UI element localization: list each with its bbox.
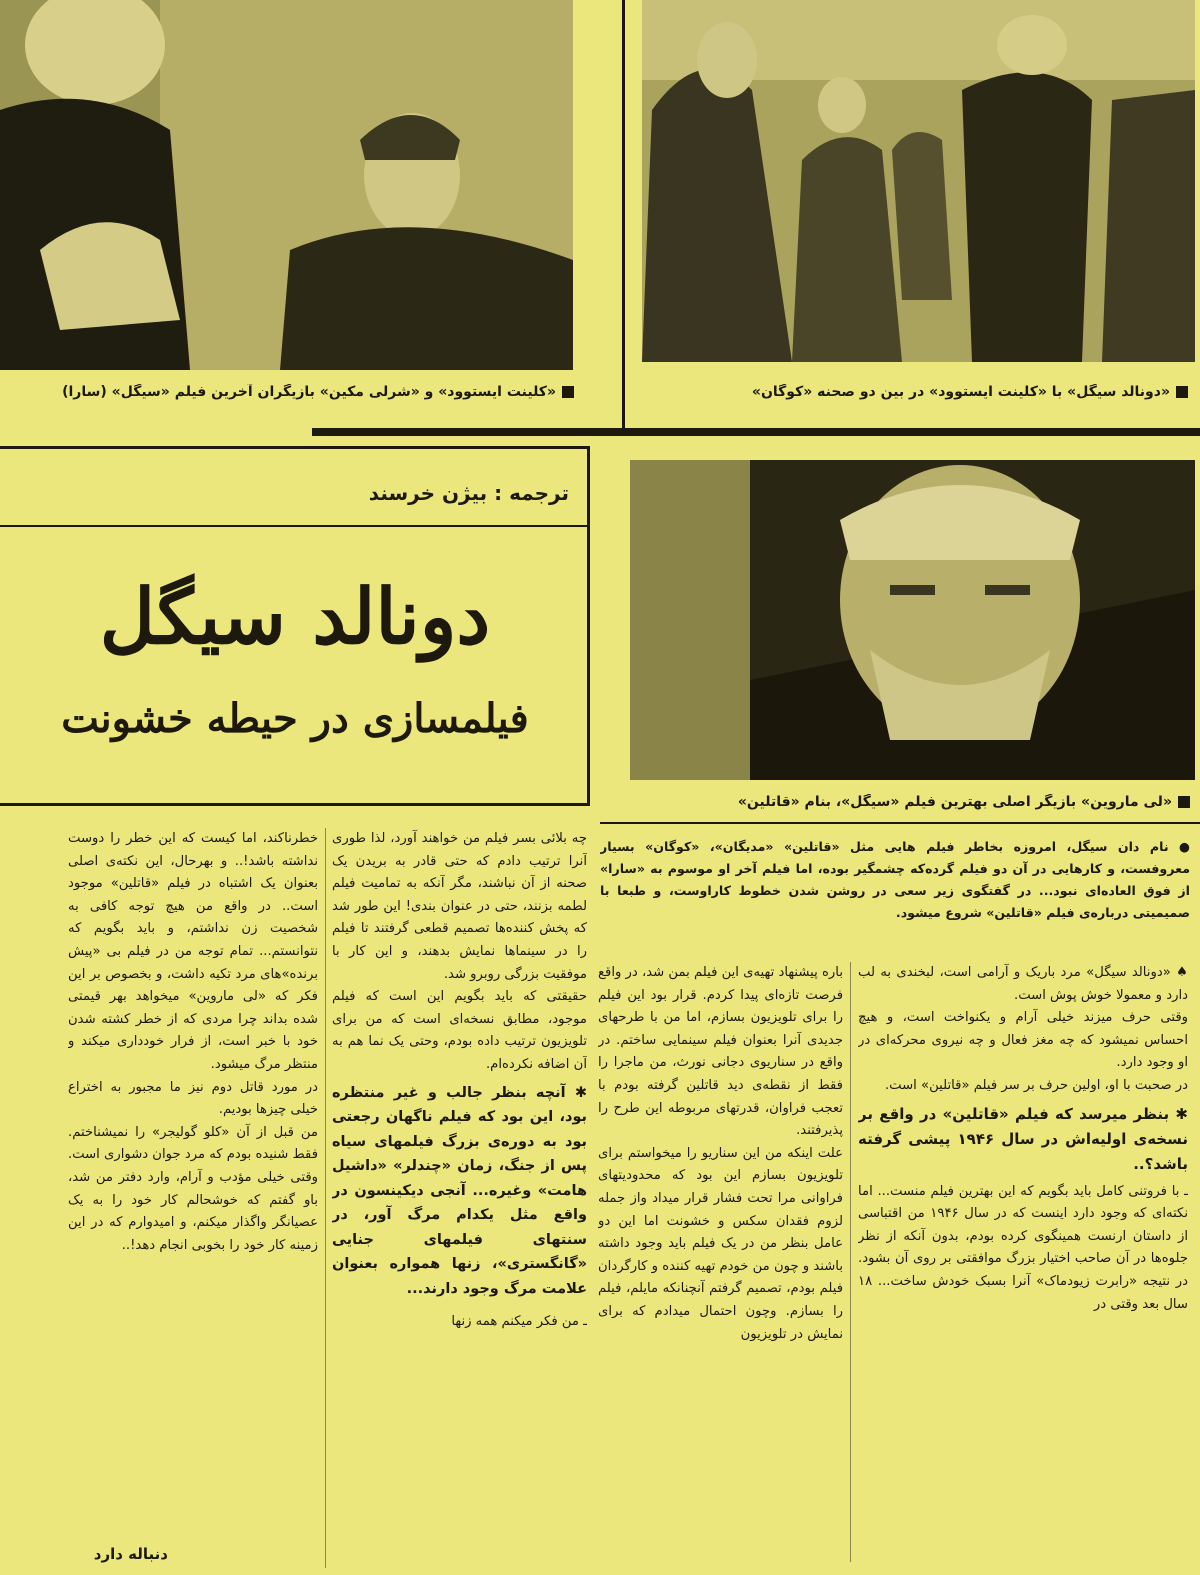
section-rule [600,822,1200,824]
column-rule [622,0,625,430]
caption-lee-marvin [630,794,1190,810]
interview-question-1: ✱ بنظر میرسد که فیلم «قاتلین» در واقع بر نسخه‌ی اولیه‌اش در سال ۱۹۴۶ پیشی گرفته باشد؟.. [858,1104,1188,1173]
column-rule [325,828,326,1568]
column-2-answer: ـ من فکر میکنم همه زنها [451,1314,587,1330]
photo-eastwood-maclaine-image [0,0,573,370]
caption-top-right [640,384,1188,400]
column-3: باره پیشنهاد تهیه‌ی این فیلم بمن شد، در واقع فرصت تازه‌ای پیدا کردم. قرار بود این فیلم را برای تلویزیون بسازم، اما من با طرحهای جدیدی آنرا بعنوان فیلم سینمایی ساختم. در واقع در سناریوی دجانی نورث، من ماجرا را فقط از نقطه‌ی دید قاتلین گرفته بودم با تعجب فراوان، قدرتهای مربوطه این طرح را پذیرفتند. علت اینکه من این سناریو را میخواستم برای تلویزیون بسازم این بود که محدودیتهای فراوانی مرا تحت فشار قرار میداد واز جمله لزوم فقدان سکس و خشونت اما این دو عامل بنظر من در یک فیلم باید وجود داشته باشند و چون من خودم تهیه کننده و کارگردان فیلم بودم، تصمیم گرفتم آنچنانکه مایلم، فیلم را بسازم. وچون احتمال میدادم که برای نمایش در تلویزیون [598,965,843,1342]
caption-text: «لی ماروین» بازیگر اصلی بهترین فیلم «سیگل»، بنام «قاتلین» [737,794,1172,810]
article-title: دونالد سیگل [99,572,491,661]
interview-question-2: ✱ آنچه بنظر جالب و غیر منتظره بود، این بود که فیلم ناگهان رجعتی بود به دوره‌ی بزرگ فیلمهای سیاه پس از جنگ، زمان «چندلر» «داشیل هامت» وغیره... آنجی دیکینسون در واقع مثل یکدام مرگ آور، در سنتهای فیلمهای جنایی «گانگستری»، زنها همواره بعنوان علامت مرگ وجود دارند... [332,1084,587,1297]
column-4-text: ♠ «دونالد سیگل» مرد باریک و آرامی است، لبخندی به لب دارد و معمولا خوش پوش است. وقتی حرف میزند خیلی آرام و یکنواخت است، و هیچ احساس نمیشود که چه مغز فعال و چه نیروی محرکه‌ای در او وجود دارد. در صحبت با او، اولین حرف بر سر فیلم «قاتلین» است. [858,965,1188,1093]
column-2-text: چه بلائی بسر فیلم من خواهند آورد، لذا طوری آنرا ترتیب دادم که حتی قادر به بریدن یک صحنه از آن نباشند، مگر آنکه به تمامیت فیلم لطمه بزنند، حتی در عنوان بندی! این طور شد که پخش کننده‌ها تصمیم قطعی گرفتند تا فیلم را در سینماها نمایش بدهند، و این کار با موفقیت بزرگی روبرو شد. حقیقتی که باید بگویم این است که فیلم موجود، مطابق نسخه‌ای است که من برای تلویزیون ترتیب داده بودم، وحتی یک نما هم به آن اضافه نکرده‌ام. [332,831,587,1072]
photo-siegel-eastwood [642,0,1195,362]
section-rule [312,428,1200,436]
caption-marker-icon [1178,796,1190,808]
column-rule [850,962,851,1562]
column-4 [858,962,1188,1572]
article-intro: ● نام دان سیگل، امروزه بخاطر فیلم هایی مثل «قاتلین» «مدیگان»، «کوگان» بسیار معروفست، و کارهایی در آن دو فیلم گرده‌که چشمگیر بوده، اما فیلم آخر او موسوم به «سارا» از فوق العاده‌ای نبود... در گفتگوی زیر سعی در روشن شدن خطوط کاراوست، و طبعا با صمیمیتی درباره‌ی فیلم «قاتلین» شروع میشود. [600,839,1190,920]
title-box [0,446,590,806]
photo-eastwood-maclaine [0,0,573,370]
photo-siegel-eastwood-image [642,0,1195,362]
photo-lee-marvin [630,460,1195,780]
photo-lee-marvin-image [630,460,1195,780]
caption-text: «کلینت ایستوود» و «شرلی مکین» بازیگران آخرین فیلم «سیگل» (سارا) [62,384,556,400]
caption-marker-icon [1176,386,1188,398]
column-1: خطرناکند، اما کیست که این خطر را دوست نداشته باشد!.. و بهرحال، این نکته‌ی اصلی بعنوان یک اشتباه در فیلم «قاتلین» موجود است.. در واقع من هیچ توجه کافی به شخصیت زن نداشتم، و باید بگویم که نتوانستم... تمام توجه من در فیلم بی «پیش برنده»های مرد تکیه داشت، و بخصوص بر این فکر که «لی ماروین» میخواهد بهر قیمتی شده بداند چرا مردی که از خطر کشته شدن خود با خبر است، از فرار خودداری میکند و منتظر مرگ میشود. در مورد قاتل دوم نیز ما مجبور به اختراع خیلی چیزها بودیم. من قبل از آن «کلو گولیجر» را نمیشناختم. فقط شنیده بودم که مرد جوان دشواری است. وقتی خیلی مؤدب و آرام، وارد دفتر من شد، باو گفتم که خوشحالم کار خود را به یک عصیانگر واگذار میکنم، و امیدوارم که در این زمینه کار خود را بخوبی انجام دهد!.. [68,831,318,1253]
translator-credit: ترجمه : بیژن خرسند [368,481,569,505]
column-4-answer: ـ با فروتنی کامل باید بگویم که این بهترین فیلم منست... اما نکته‌ای که وجود دارد اینست که در سال ۱۹۴۶ من اقتباسی از داستان ارنست همینگوی کرده بودم، بدون آنکه از نظر جلوه‌ها در آن صاحب اختیار بزرگ موافقتی بر روی آن بشود. در نتیجه «رابرت زیودماک» آنرا بسبک خودش ساخت... ۱۸ سال بعد وقتی در [858,1183,1188,1312]
article-subtitle: فیلمسازی در حیطه خشونت [61,695,529,742]
column-2 [332,828,587,1568]
continued-label: دنباله دارد [93,1545,168,1563]
credit-rule [0,525,587,527]
caption-marker-icon [562,386,574,398]
caption-text: «دونالد سیگل» با «کلینت ایستوود» در بین دو صحنه «کوگان» [751,384,1170,400]
caption-top-left [14,384,574,400]
